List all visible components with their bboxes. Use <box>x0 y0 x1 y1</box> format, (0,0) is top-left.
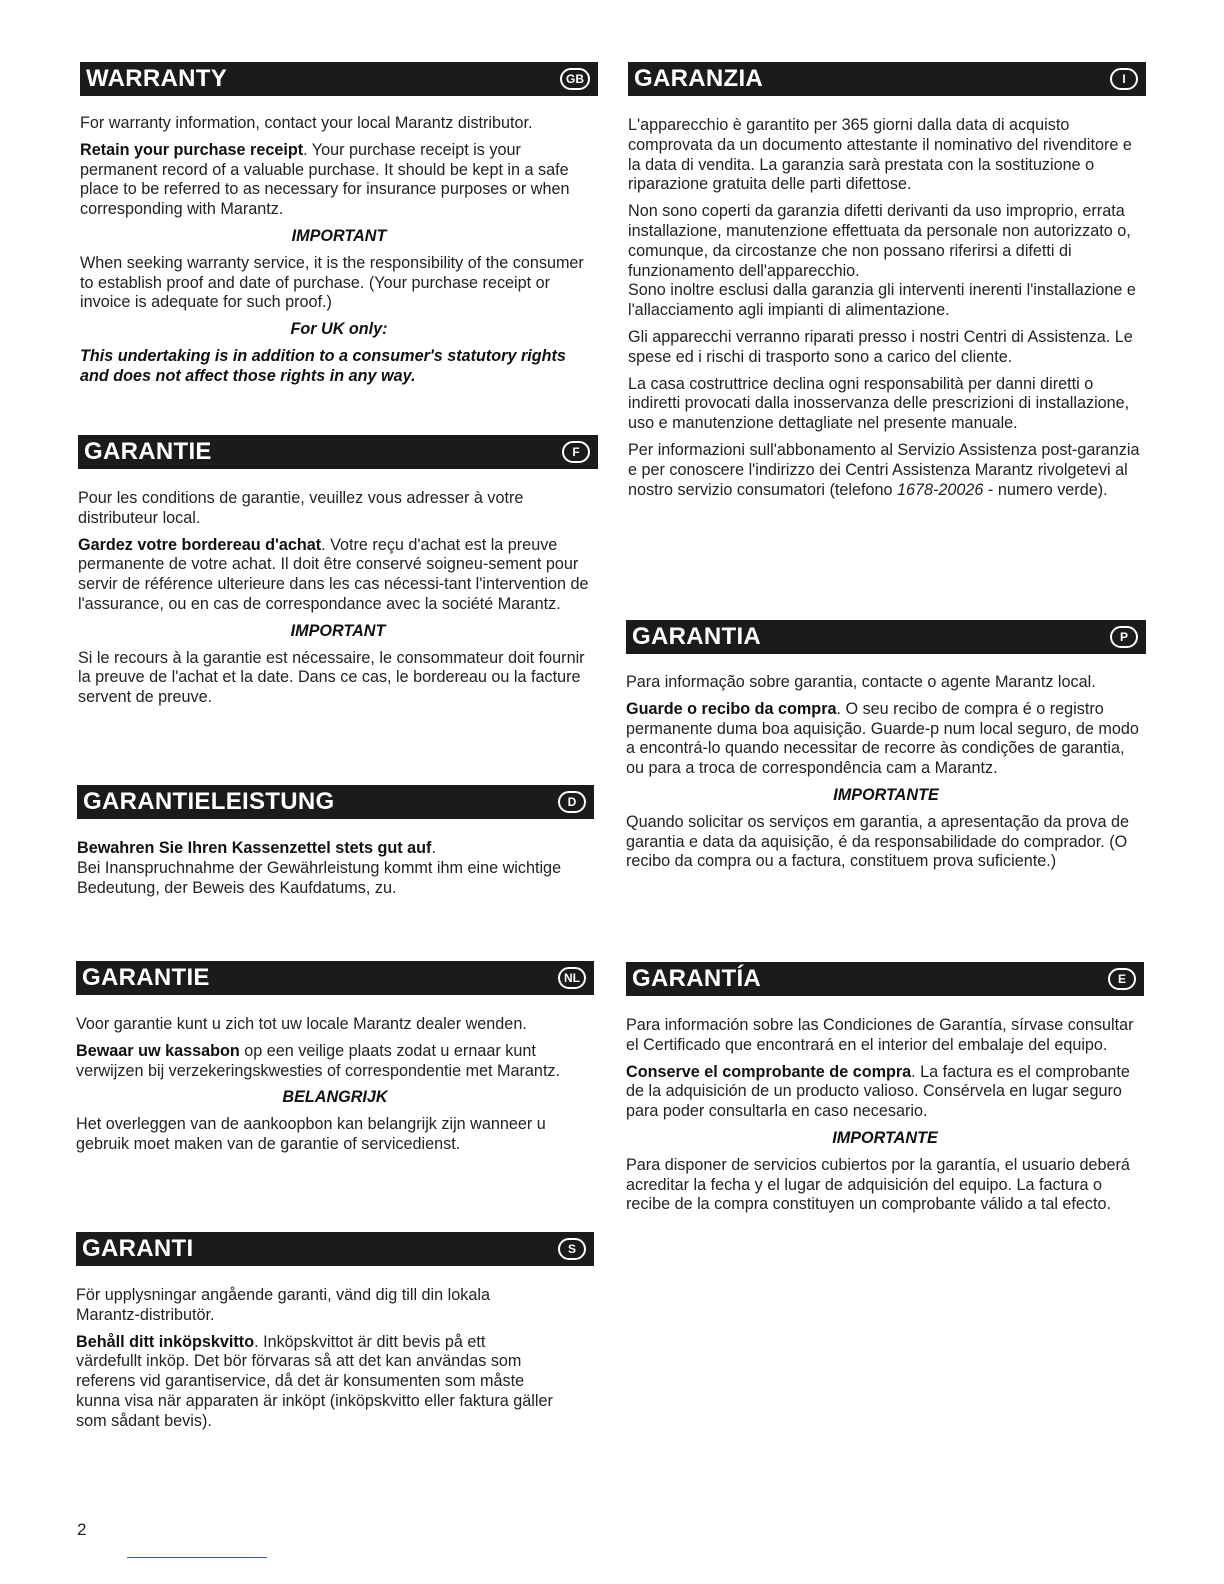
language-badge: F <box>562 441 590 463</box>
language-badge: E <box>1108 968 1136 990</box>
paragraph: La casa costruttrice declina ogni responsabilità per danni diretti o indiretti provocati dalla inosservanza delle prescrizioni di installazione, uso e manutenzione dettagliate nel presente manuale. <box>628 374 1130 433</box>
paragraph: Si le recours à la garantie est nécessaire, le consommateur doit fournir la preuve de l'achat et la date. Dans ce cas, le bordereau ou la facture servent de preuve. <box>78 648 585 707</box>
paragraph: Para informação sobre garantia, contacte o agente Marantz local. <box>626 673 1096 691</box>
paragraph-text: Per informazioni sull'abbonamento al Servizio Assistenza post-garanzia e per conoscere l'indirizzo dei Centri Assistenza Marantz rivolgetevi al nostro servizio consumatori (telefono <box>628 440 1140 499</box>
section-header <box>77 785 594 819</box>
important-heading: IMPORTANTE <box>832 1128 938 1147</box>
paragraph <box>77 839 594 859</box>
bold-lead: Bewaar uw kassabon <box>76 1041 240 1060</box>
paragraph <box>626 1063 1144 1122</box>
section-header <box>80 62 598 96</box>
paragraph-text: . Your purchase receipt is your permanent record of a valuable purchase. It should be kept in a safe place to be referred to as necessary for insurance purposes or when corresponding with Marantz. <box>80 140 570 219</box>
section-title: GARANTIE <box>84 438 212 465</box>
section-title: GARANTIA <box>632 623 762 650</box>
section-title: GARANTÍA <box>632 965 762 992</box>
phone-number: 1678-20026 <box>897 480 984 499</box>
section-warranty-gb <box>80 62 598 394</box>
important-heading: IMPORTANT <box>290 621 386 640</box>
section-header <box>626 962 1144 996</box>
paragraph: Quando solicitar os serviços em garantia, a apresentação da prova de garantia e data da aquisição, é da responsabilidade do comprador. (O recibo da compra ou a factura, constituem prova suficiente.) <box>626 812 1129 871</box>
paragraph: Het overleggen van de aankoopbon kan belangrijk zijn wanneer u gebruik moet maken van de garantie of servicedienst. <box>76 1115 546 1153</box>
section-body <box>76 1286 594 1432</box>
paragraph: Gli apparecchi verranno riparati presso i nostri Centri di Assistenza. Le spese ed i rischi di trasporto sono a carico del cliente. <box>628 327 1133 366</box>
paragraph: Para información sobre las Condiciones de Garantía, sírvase consultar el Certificado que encontrará en el interior del embalaje del equipo. <box>626 1016 1134 1054</box>
section-header <box>78 435 598 469</box>
section-garantie-nl <box>76 961 594 1162</box>
section-body <box>80 114 598 387</box>
language-badge: NL <box>558 967 586 989</box>
section-header <box>626 620 1146 654</box>
paragraph: Non sono coperti da garanzia difetti derivanti da uso improprio, errata installazione, manutenzione effettuata da personale non autorizzato o, comunque, da circostanze che non possano riferirsi a difetti di funzionamento dell'apparecchio. <box>628 202 1131 280</box>
section-header <box>76 1232 594 1266</box>
paragraph-text: . O seu recibo de compra é o registro permanente duma boa aquisição. Guarde-p num local seguro, de modo a encontrá-lo quando necessitar de recorre às condições de garantia, ou para a troca de correspondência cam a Marantz. <box>626 699 1139 778</box>
page-number: 2 <box>77 1520 87 1539</box>
important-heading: BELANGRIJK <box>282 1088 388 1107</box>
section-body <box>78 489 598 708</box>
paragraph <box>626 700 1146 779</box>
section-garantia-p <box>626 620 1146 879</box>
bold-lead: Gardez votre bordereau d'achat <box>78 535 322 554</box>
bold-lead: Retain your purchase receipt <box>80 140 304 159</box>
uk-statement: This undertaking is in addition to a consumer's statutory rights and does not affect those rights in any way. <box>80 346 566 385</box>
paragraph: För upplysningar angående garanti, vänd dig till din lokala Marantz-distributör. <box>76 1286 490 1324</box>
language-badge: I <box>1110 68 1138 90</box>
paragraph-text: op een veilige plaats zodat u ernaar kunt verwijzen bij verzekeringskwesties of correspondentie met Marantz. <box>76 1041 561 1080</box>
paragraph <box>80 141 598 220</box>
section-garanti-s <box>76 1232 594 1439</box>
paragraph: Bei Inanspruchnahme der Gewährleistung kommt ihm eine wichtige Bedeutung, der Beweis des Kaufdatums, zu. <box>77 858 562 897</box>
language-badge: GB <box>560 68 590 90</box>
paragraph: Sono inoltre esclusi dalla garanzia gli interventi inerenti l'installazione e l'allacciamento agli impianti di alimentazione. <box>628 281 1136 320</box>
section-garanzia-i <box>628 62 1146 507</box>
paragraph <box>628 441 1146 500</box>
section-title: GARANTIE <box>82 964 210 991</box>
language-badge: P <box>1110 626 1138 648</box>
section-body <box>76 1015 594 1155</box>
paragraph-text: . La factura es el comprobante de la adquisición de un producto valioso. Consérvela en lugar seguro para poder consultarla en caso necesario. <box>626 1062 1130 1121</box>
section-title: GARANTIELEISTUNG <box>83 788 335 815</box>
paragraph-text: . Votre reçu d'achat est la preuve permanente de votre achat. Il doit être conservé soigneu-sement pour servir de référence ulterieure dans les cas nécessi-tant l'intervention de l'assurance, ou en cas de correspondance avec la société Marantz. <box>78 535 589 613</box>
section-header <box>628 62 1146 96</box>
section-title: WARRANTY <box>86 65 228 92</box>
section-body <box>628 116 1146 500</box>
paragraph: When seeking warranty service, it is the responsibility of the consumer to establish proof and date of purchase. (Your purchase receipt or invoice is adequate for such proof.) <box>80 253 584 312</box>
paragraph <box>78 536 598 615</box>
section-garantieleistung-d <box>77 785 594 905</box>
section-garantia-e <box>626 962 1144 1222</box>
paragraph: L'apparecchio è garantito per 365 giorni dalla data di acquisto comprovata da un documento attestante il nominativo del rivenditore e la data di vendita. La garanzia sarà prestata con la sostituzione o riparazione gratuita delle parti difettose. <box>628 116 1132 194</box>
paragraph: Pour les conditions de garantie, veuillez vous adresser à votre distributeur local. <box>78 489 524 527</box>
section-garantie-f <box>78 435 598 715</box>
paragraph: Para disponer de servicios cubiertos por la garantía, el usuario deberá acreditar la fecha y el lugar de adquisición del equipo. La factura o recibe de la compra constituyen un comprobante válido a tal efecto. <box>626 1155 1130 1214</box>
section-header <box>76 961 594 995</box>
paragraph <box>76 1042 594 1082</box>
bold-lead: Conserve el comprobante de compra <box>626 1062 912 1081</box>
bold-lead: Guarde o recibo da compra <box>626 699 837 718</box>
language-badge: S <box>558 1238 586 1260</box>
section-body <box>626 673 1146 872</box>
uk-heading: For UK only: <box>290 320 388 339</box>
important-heading: IMPORTANT <box>291 226 387 245</box>
important-heading: IMPORTANTE <box>833 785 939 804</box>
paragraph-text: . <box>431 839 436 857</box>
section-body <box>626 1016 1144 1215</box>
bold-lead: Bewahren Sie Ihren Kassenzettel stets gut auf <box>77 839 432 857</box>
paragraph-text: . Inköpskvittot är ditt bevis på ett värdefullt inköp. Det bör förvaras så att det kan användas som referens vid garantiservice, då det är konsumenten som måste kunna visa när apparaten är inköpt (inköpskvitto eller faktura gäller som sådant bevis). <box>76 1332 553 1430</box>
bold-lead: Behåll ditt inköpskvitto <box>76 1332 255 1351</box>
section-body <box>77 839 594 898</box>
footer-divider <box>127 1557 267 1558</box>
language-badge: D <box>558 791 586 813</box>
section-title: GARANTI <box>82 1235 194 1262</box>
paragraph <box>76 1333 554 1432</box>
paragraph-text: - numero verde). <box>983 480 1108 499</box>
paragraph: For warranty information, contact your local Marantz distributor. <box>80 114 533 132</box>
paragraph: Voor garantie kunt u zich tot uw locale Marantz dealer wenden. <box>76 1015 527 1033</box>
section-title: GARANZIA <box>634 65 764 92</box>
